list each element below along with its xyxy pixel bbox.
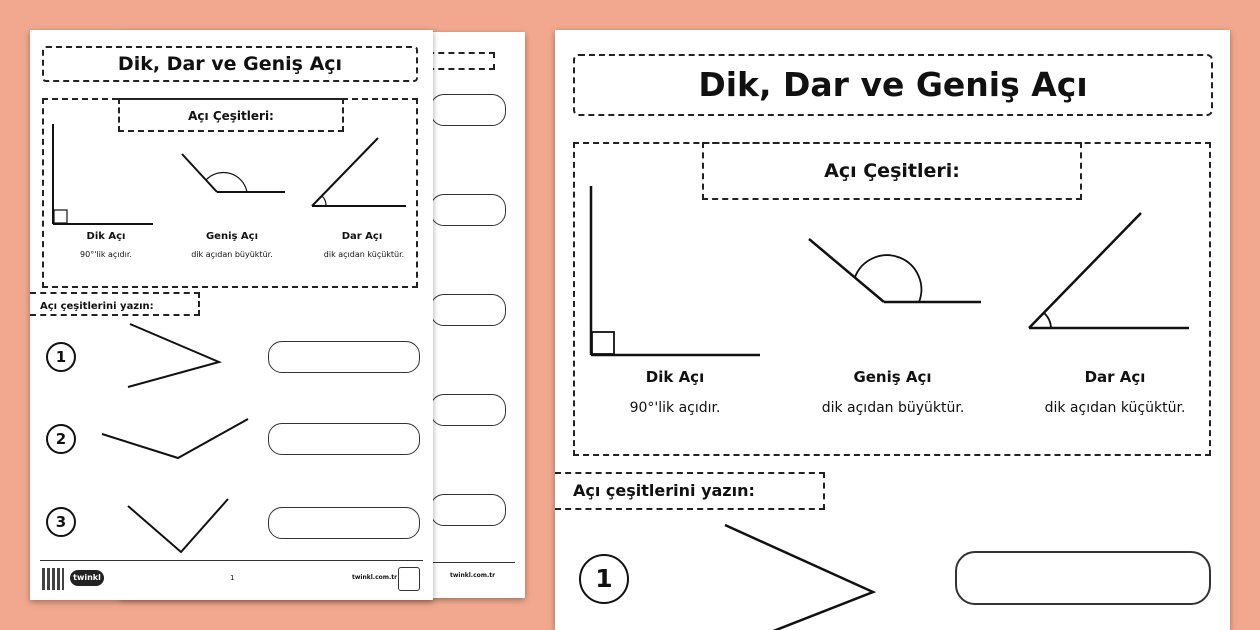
back-answer-box-5 bbox=[430, 494, 506, 526]
small-answer-box-3[interactable] bbox=[268, 507, 420, 539]
small-page-number: 1 bbox=[230, 574, 235, 582]
small-footer-line bbox=[40, 560, 423, 561]
small-angle-desc-right: 90°'lik açıdır. bbox=[80, 250, 132, 259]
twinkl-logo: twinkl bbox=[70, 570, 104, 586]
small-title: Dik, Dar ve Geniş Açı bbox=[117, 53, 343, 75]
small-angle-name-obtuse: Geniş Açı bbox=[205, 231, 259, 242]
small-angle-name-right: Dik Açı bbox=[86, 231, 126, 242]
small-exercise-header: Açı çeşitlerini yazın: bbox=[40, 301, 154, 312]
back-answer-box-4 bbox=[430, 394, 506, 426]
large-angle-desc-acute: dik açıdan küçüktür. bbox=[1044, 400, 1186, 416]
large-types-header: Açı Çeşitleri: bbox=[824, 160, 960, 182]
large-angle-name-right: Dik Açı bbox=[645, 368, 705, 386]
large-angle-diagrams bbox=[555, 30, 1230, 630]
large-number-1: 1 bbox=[579, 554, 629, 604]
qr-code-icon bbox=[42, 568, 64, 590]
small-angle-desc-acute: dik açıdan küçüktür. bbox=[323, 250, 405, 259]
small-number-3: 3 bbox=[46, 507, 76, 537]
small-angle-name-acute: Dar Açı bbox=[341, 231, 383, 242]
large-angle-name-acute: Dar Açı bbox=[1084, 368, 1146, 386]
small-number-1: 1 bbox=[46, 342, 76, 372]
small-answer-box-2[interactable] bbox=[268, 423, 420, 455]
large-worksheet-page bbox=[555, 30, 1230, 630]
small-number-2: 2 bbox=[46, 424, 76, 454]
large-exercise-header: Açı çeşitlerini yazın: bbox=[573, 481, 755, 500]
badge-icon bbox=[398, 567, 420, 591]
small-angle-desc-obtuse: dik açıdan büyüktür. bbox=[191, 250, 273, 259]
large-angle-desc-obtuse: dik açıdan büyüktür. bbox=[821, 400, 965, 416]
large-angle-name-obtuse: Geniş Açı bbox=[853, 368, 932, 386]
large-exercise-header-box bbox=[555, 472, 825, 510]
small-answer-box-1[interactable] bbox=[268, 341, 420, 373]
small-types-header: Açı Çeşitleri: bbox=[188, 109, 274, 123]
large-answer-box-1[interactable] bbox=[955, 551, 1211, 605]
small-exercise-header-box bbox=[30, 292, 200, 316]
small-worksheet-page bbox=[30, 30, 433, 600]
large-angle-desc-right: 90°'lik açıdır. bbox=[629, 400, 721, 416]
small-footer-url: twinkl.com.tr bbox=[352, 574, 398, 581]
large-title: Dik, Dar ve Geniş Açı bbox=[698, 65, 1088, 104]
back-answer-box-1 bbox=[430, 94, 506, 126]
back-answer-box-2 bbox=[430, 194, 506, 226]
back-footer-url: twinkl.com.tr bbox=[450, 572, 496, 579]
back-answer-box-3 bbox=[430, 294, 506, 326]
